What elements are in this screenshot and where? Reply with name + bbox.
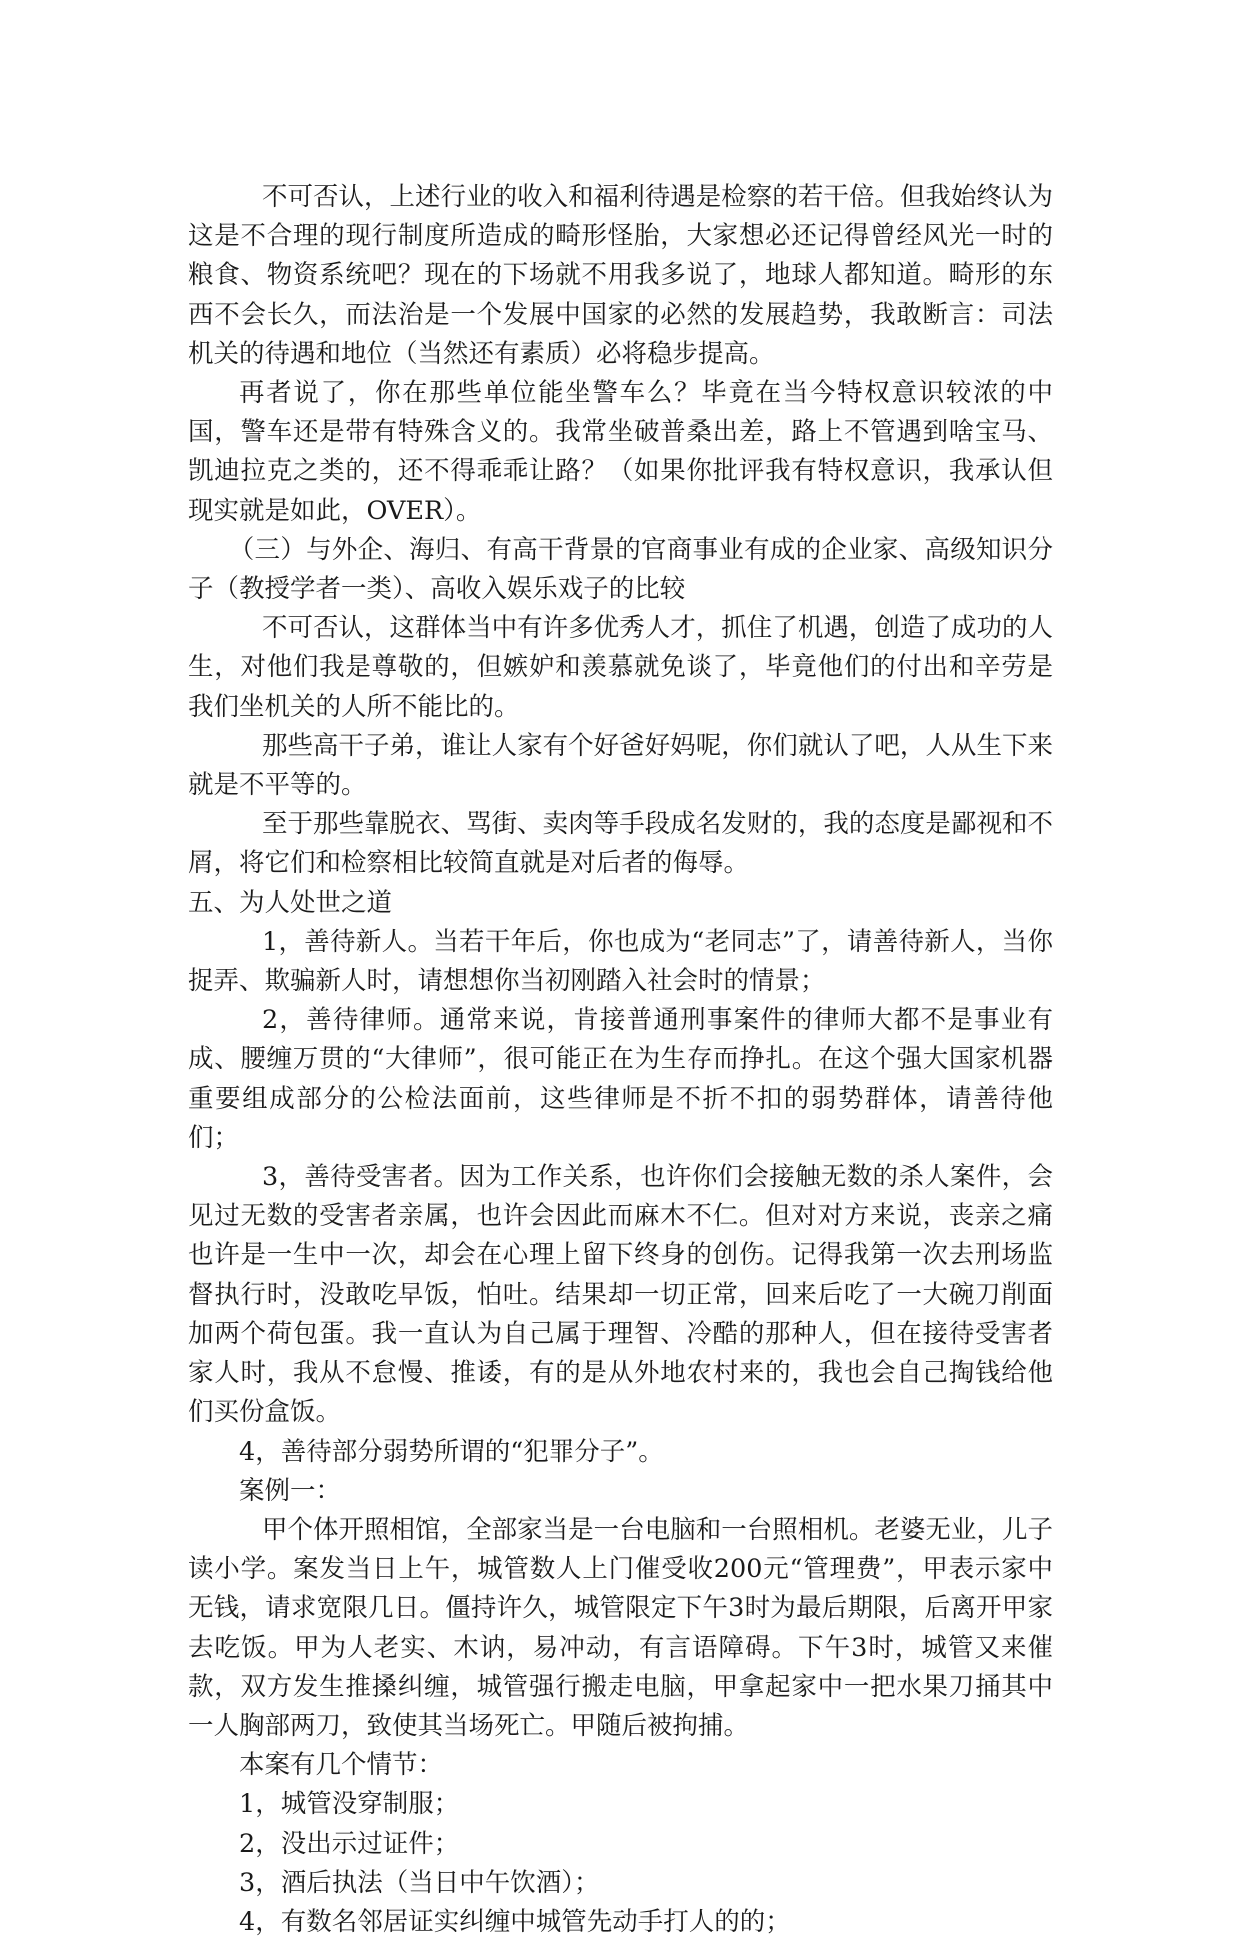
paragraph-talented-people: 不可否认，这群体当中有许多优秀人才，抓住了机遇，创造了成功的人生，对他们我是尊敬的，但嫉妒和羡慕就免谈了，毕竟他们的付出和辛劳是我们坐机关的人所不能比的。 <box>188 613 1053 722</box>
paragraph-disdain: 至于那些靠脱衣、骂街、卖肉等手段成名发财的，我的态度是鄙视和不屑，将它们和检察相比较简直就是对后者的侮辱。 <box>188 809 1053 879</box>
paragraph-income-comparison: 不可否认，上述行业的收入和福利待遇是检察的若干倍。但我始终认为这是不合理的现行制度所造成的畸形怪胎，大家想必还记得曾经风光一时的粮食、物资系统吧？现在的下场就不用我多说了，地球人都知道。畸形的东西不会长久，而法治是一个发展中国家的必然的发展趋势，我敢断言：司法机关的待遇和地位（当然还有素质）必将稳步提高。 <box>188 182 1053 369</box>
list-item-lawyers: 2，善待律师。通常来说，肯接普通刑事案件的律师大都不是事业有成、腰缠万贯的“大律师”，很可能正在为生存而挣扎。在这个强大国家机器重要组成部分的公检法面前，这些律师是不折不扣的弱势群体，请善待他们； <box>188 1005 1053 1153</box>
paragraph-officials-children: 那些高干子弟，谁让人家有个好爸好妈呢，你们就认了吧，人从生下来就是不平等的。 <box>188 730 1053 801</box>
case-heading-one: 案例一： <box>239 1475 342 1506</box>
section-heading-five: 五、为人处世之道 <box>188 887 393 918</box>
document-body <box>188 178 1053 1942</box>
circumstance-item-3: 3，酒后执法（当日中午饮酒）； <box>239 1867 600 1898</box>
case-circumstances-heading: 本案有几个情节： <box>239 1750 444 1781</box>
list-item-offenders: 4，善待部分弱势所谓的“犯罪分子”。 <box>239 1436 664 1467</box>
circumstance-item-4: 4，有数名邻居证实纠缠中城管先动手打人的的； <box>239 1906 791 1937</box>
list-item-newcomers: 1，善待新人。当若干年后，你也成为“老同志”了，请善待新人，当你捉弄、欺骗新人时，请想想你当初刚踏入社会时的情景； <box>188 926 1053 997</box>
section-heading-comparison-three: （三）与外企、海归、有高干背景的官商事业有成的企业家、高级知识分子（教授学者一类）、高收入娱乐戏子的比较 <box>188 534 1053 605</box>
paragraph-case-description: 甲个体开照相馆，全部家当是一台电脑和一台照相机。老婆无业，儿子读小学。案发当日上午，城管数人上门催受收200元“管理费”，甲表示家中无钱，请求宽限几日。僵持许久，城管限定下午3时为最后期限，后离开甲家去吃饭。甲为人老实、木讷，易冲动，有言语障碍。下午3时，城管又来催款，双方发生推搡纠缠，城管强行搬走电脑，甲拿起家中一把水果刀捅其中一人胸部两刀，致使其当场死亡。甲随后被拘捕。 <box>188 1514 1053 1741</box>
circumstance-item-2: 2，没出示过证件； <box>239 1828 460 1859</box>
list-item-victims: 3，善待受害者。因为工作关系，也许你们会接触无数的杀人案件，会见过无数的受害者亲属，也许会因此而麻木不仁。但对对方来说，丧亲之痛也许是一生中一次，却会在心理上留下终身的创伤。记得我第一次去刑场监督执行时，没敢吃早饭，怕吐。结果却一切正常，回来后吃了一大碗刀削面加两个荷包蛋。我一直认为自己属于理智、冷酷的那种人，但在接待受害者家人时，我从不怠慢、推诿，有的是从外地农村来的，我也会自己掏钱给他们买份盒饭。 <box>188 1162 1053 1428</box>
paragraph-police-car: 再者说了，你在那些单位能坐警车么？毕竟在当今特权意识较浓的中国，警车还是带有特殊含义的。我常坐破普桑出差，路上不管遇到啥宝马、凯迪拉克之类的，还不得乖乖让路？（如果你批评我有特权意识，我承认但现实就是如此，OVER）。 <box>188 378 1053 526</box>
circumstance-item-1: 1，城管没穿制服； <box>239 1789 460 1820</box>
